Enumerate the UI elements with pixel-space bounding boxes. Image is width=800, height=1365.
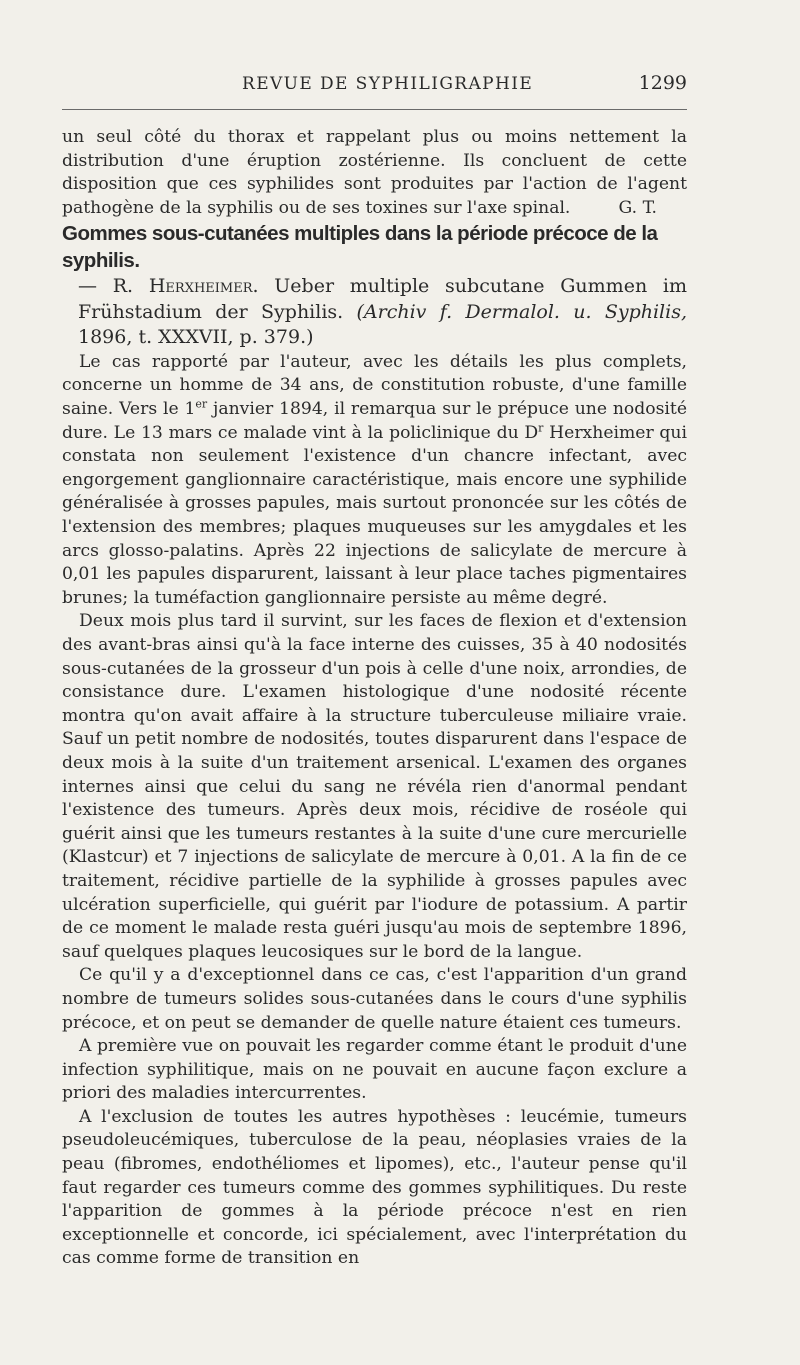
citation-dash: — R. <box>78 275 134 298</box>
paragraph-exceptional: Ce qu'il y a d'exceptionnel dans ce cas, c'est l'apparition d'un grand nombre de tumeurs solides sous-cutanées dans le cours d'une syphilis précoce, et on peut se demander de quelle nature étaient ces tumeurs. <box>62 965 687 1033</box>
paragraph-case-report <box>62 351 687 611</box>
article-title: Gommes sous-cutanées multiples dans la période précoce de la syphilis. <box>62 222 658 273</box>
paragraph-text: Herxheimer qui constata non seulement l'existence d'un chancre infectant, avec engorgement ganglionnaire caractéristique, mais encore une syphilide généralisée à grosses papules, mais surtout prononcée sur les côtés de l'extension des membres; plaques muqueuses sur les amygdales et les arcs glosso-palatins. Après 22 injections de salicylate de mercure à 0,01 les papules disparurent, laissant à leur place taches pigmentaires brunes; la tuméfaction ganglionnaire persiste au même degré. <box>62 422 687 608</box>
superscript-r: r <box>538 420 544 434</box>
paragraph-text: Le cas rapporté par l'auteur, avec les détails les plus complets, concerne un homme de 34 ans, de constitution robuste, d'une famille saine. Vers le 1 <box>62 351 687 420</box>
author-signature: G. T. <box>618 197 657 218</box>
running-head <box>62 72 687 98</box>
citation-german-title: Ueber multiple subcutane Gummen im Frühstadium der Syphilis. <box>78 275 688 323</box>
paragraph-first-view: A première vue on pouvait les regarder comme étant le produit d'une infection syphilitique, mais on ne pouvait en aucune façon exclure a priori des maladies intercurrentes. <box>62 1036 687 1104</box>
citation-journal: (Archiv f. Dermalol. u. Syphilis, <box>356 300 687 323</box>
continuation-text: un seul côté du thorax et rappelant plus ou moins nettement la distribution d'une éruption zostérienne. Ils concluent de cette disposition que ces syphilides sont produites par l'action de l'agent pathogène de la syphilis ou de ses toxines sur l'axe spinal. <box>62 127 687 218</box>
running-title: REVUE DE SYPHILIGRAPHIE <box>242 74 534 94</box>
citation-year: 1896, <box>78 326 133 349</box>
citation-author: Herxheimer. <box>148 275 259 298</box>
citation-volume-pages: t. XXXVII, p. 379.) <box>138 326 314 349</box>
header-rule <box>62 109 687 110</box>
paragraph-nodosities: Deux mois plus tard il survint, sur les faces de flexion et d'extension des avant-bras ainsi qu'à la face interne des cuisses, 35 à 40 nodosités sous-cutanées de la grosseur d'un pois à celle d'une noix, arrondies, de consistance dure. L'examen histologique d'une nodosité récente montra qu'on avait affaire à la structure tuberculeuse miliaire vraie. Sauf un petit nombre de nodosités, toutes disparurent dans l'espace de deux mois à la suite d'un traitement arsenical. L'examen des organes internes ainsi que celui du sang ne révéla rien d'anormal pendant l'existence des tumeurs. Après deux mois, récidive de roséole qui guérit ainsi que les tumeurs restantes à la suite d'une cure mercurielle (Klastcur) et 7 injections de salicylate de mercure à 0,01. A la fin de ce traitement, récidive partielle de la syphilide à grosses papules avec ulcération superficielle, qui guérit par l'iodure de potassium. A partir de ce moment le malade resta guéri jusqu'au mois de septembre 1896, sauf quelques plaques leucosiques sur le bord de la langue. <box>62 611 687 962</box>
continuation-paragraph <box>62 126 687 220</box>
paragraph-text: janvier 1894, il remarqua sur le prépuce une nodosité dure. Le 13 mars ce malade vint à la policlinique du D <box>62 399 687 443</box>
page-number: 1299 <box>638 72 687 94</box>
paragraph-exclusion: A l'exclusion de toutes les autres hypothèses : leucémie, tumeurs pseudoleucémiques, tuberculose de la peau, néoplasies vraies de la peau (fibromes, endothéliomes et lipomes), etc., l'auteur pense qu'il faut regarder ces tumeurs comme des gommes syphilitiques. Du reste l'apparition de gommes à la période précoce n'est en rien exceptionnelle et concorde, ici spécialement, avec l'interprétation du cas comme forme de transition en <box>62 1106 687 1269</box>
superscript-er: er <box>195 397 208 411</box>
article-citation <box>62 274 687 351</box>
body-text <box>62 126 687 1271</box>
